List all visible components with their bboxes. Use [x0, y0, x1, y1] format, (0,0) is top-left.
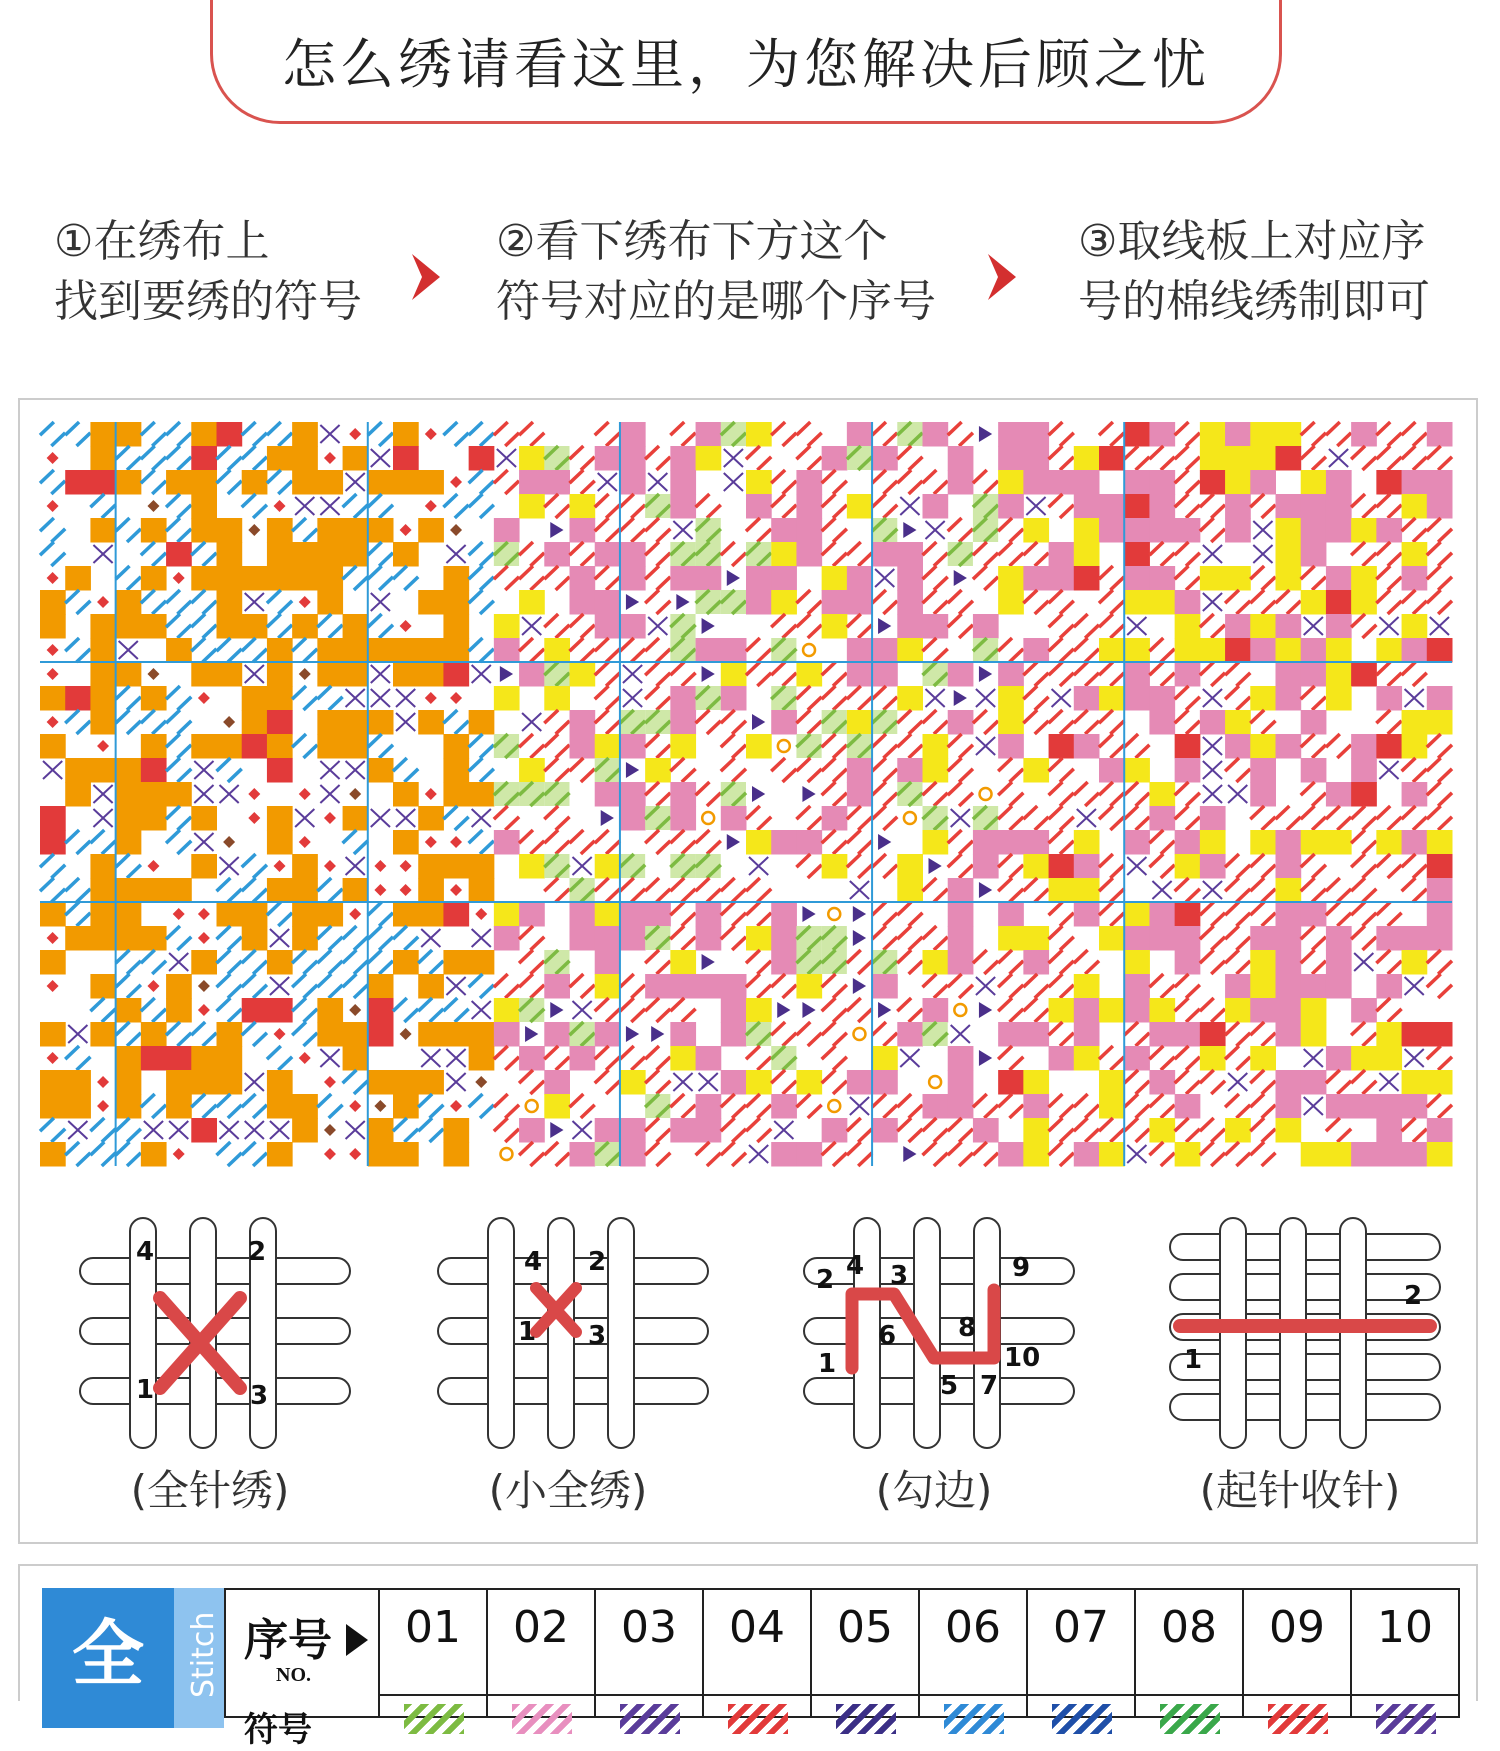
thread-symbol — [1160, 1704, 1220, 1734]
diagram-2-label-4: 4 — [524, 1247, 543, 1277]
step-1-line1: ①在绣布上 — [54, 216, 270, 267]
thread-number: 10 — [1377, 1602, 1433, 1653]
stitch-type-badge — [42, 1588, 174, 1728]
pattern-panel — [18, 398, 1478, 1544]
thread-number: 02 — [513, 1602, 569, 1653]
diagram-1-label-4: 4 — [136, 1237, 155, 1267]
diagram-1-label-2: 2 — [248, 1237, 267, 1267]
full-cross-diagram — [60, 1208, 360, 1468]
step-1-line2: 找到要绣的符号 — [54, 276, 362, 327]
diagram-3-label-10: 10 — [1004, 1343, 1041, 1373]
diagram-2-label-1: 1 — [518, 1317, 537, 1347]
number-cell — [380, 1588, 488, 1718]
diagram-3-label-1: 1 — [818, 1349, 837, 1379]
diagram-3-label-7: 7 — [980, 1371, 999, 1401]
step-1 — [54, 212, 362, 332]
number-header-label: 序号 — [244, 1615, 332, 1666]
thread-symbol — [1268, 1704, 1328, 1734]
stitch-strip — [174, 1588, 224, 1728]
thread-number: 07 — [1053, 1602, 1109, 1653]
thread-symbol — [836, 1704, 896, 1734]
diagram-3-label-5: 5 — [940, 1371, 959, 1401]
number-cell — [596, 1588, 704, 1718]
small-cross-caption: (小全绣) — [488, 1466, 648, 1515]
step-3-line2: 号的棉线绣制即可 — [1078, 276, 1430, 327]
diagram-2-label-2: 2 — [588, 1247, 607, 1277]
thread-table-grid — [42, 1588, 1456, 1750]
step-2-line1: ②看下绣布下方这个 — [496, 216, 888, 267]
thread-symbol — [512, 1704, 572, 1734]
thread-symbol — [728, 1704, 788, 1734]
diagram-3-label-8: 8 — [958, 1313, 977, 1343]
step-2-line2: 符号对应的是哪个序号 — [496, 276, 936, 327]
number-cell — [812, 1588, 920, 1718]
thread-symbol — [1052, 1704, 1112, 1734]
number-cell — [1028, 1588, 1136, 1718]
step-3 — [1078, 212, 1430, 332]
triangle-right-icon — [346, 1624, 368, 1656]
start-end-diagram — [1150, 1208, 1450, 1468]
diagram-3-label-4: 4 — [846, 1251, 865, 1281]
pattern-grid-canvas — [40, 422, 1452, 1166]
diagram-1-label-3: 3 — [250, 1381, 269, 1411]
page-title: 怎么绣请看这里，为您解决后顾之忧 — [282, 33, 1210, 96]
backstitch-caption: (勾边) — [875, 1466, 993, 1515]
thread-symbol — [404, 1704, 464, 1734]
number-cell — [704, 1588, 812, 1718]
number-cell — [1136, 1588, 1244, 1718]
small-cross-diagram — [418, 1208, 718, 1468]
thread-symbol — [620, 1704, 680, 1734]
diagram-4-label-1: 1 — [1184, 1345, 1203, 1375]
thread-number: 09 — [1269, 1602, 1325, 1653]
start-end-caption: (起针收针) — [1199, 1466, 1401, 1515]
diagram-1-label-1: 1 — [136, 1375, 155, 1405]
stitch-type-char: 全 — [72, 1612, 145, 1696]
chevron-right-icon — [408, 252, 444, 302]
thread-table — [18, 1564, 1478, 1750]
backstitch-diagram — [784, 1208, 1084, 1468]
thread-symbol — [944, 1704, 1004, 1734]
steps-row — [0, 212, 1500, 342]
diagram-3-label-9: 9 — [1012, 1253, 1031, 1283]
thread-number: 03 — [621, 1602, 677, 1653]
pattern-grid — [40, 422, 1452, 1166]
diagram-4-label-2: 2 — [1404, 1281, 1423, 1311]
number-cell — [920, 1588, 1028, 1718]
stitch-strip-text: Stitch — [186, 1611, 221, 1698]
diagram-2-label-3: 3 — [588, 1321, 607, 1351]
chevron-right-icon — [984, 252, 1020, 302]
thread-number: 08 — [1161, 1602, 1217, 1653]
title-banner — [210, 0, 1282, 124]
thread-number: 01 — [405, 1602, 461, 1653]
number-cell — [488, 1588, 596, 1718]
thread-symbol — [1376, 1704, 1436, 1734]
symbol-header-label: 符号 — [244, 1710, 312, 1750]
step-3-line1: ③取线板上对应序 — [1078, 216, 1426, 267]
number-header-cell — [224, 1588, 380, 1750]
thread-number: 04 — [729, 1602, 785, 1653]
diagram-3-label-3: 3 — [890, 1261, 909, 1291]
thread-number: 06 — [945, 1602, 1001, 1653]
diagram-3-label-6: 6 — [878, 1321, 897, 1351]
number-cell — [1352, 1588, 1460, 1718]
number-header-no: NO. — [276, 1664, 311, 1686]
number-cell — [1244, 1588, 1352, 1718]
full-cross-caption: (全针绣) — [130, 1466, 290, 1515]
diagram-3-label-2: 2 — [816, 1265, 835, 1295]
thread-number: 05 — [837, 1602, 893, 1653]
step-2 — [496, 212, 936, 332]
